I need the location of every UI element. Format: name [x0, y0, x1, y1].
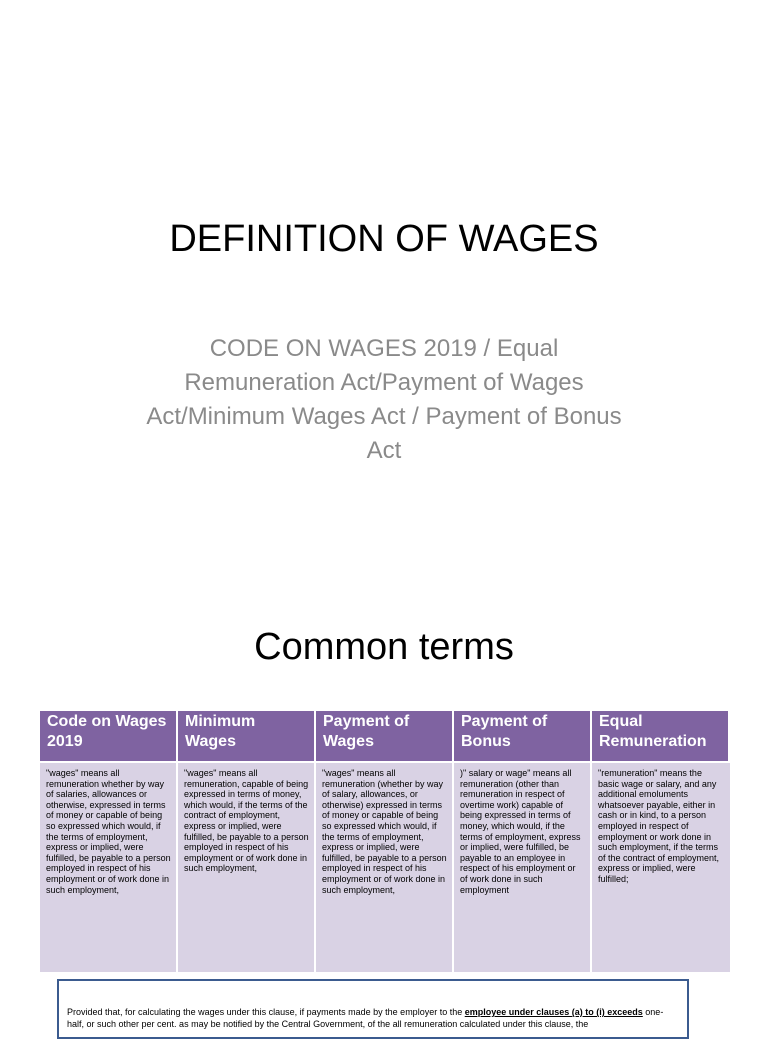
definition-code-on-wages: "wages" means all remuneration whether by way of salaries, allowances or otherwise, expressed in terms of money or capable of being so expressed which would, if the terms of employment, express or implied, were fulfilled, be payable to a person employed in respect of his employment or of work done in such employment,	[40, 763, 178, 972]
header-minimum-wages: Minimum Wages	[178, 711, 316, 763]
proviso-box	[57, 979, 689, 1039]
definition-equal-remuneration: "remuneration" means the basic wage or salary, and any additional emoluments whatsoever payable, either in cash or in kind, to a person employed in respect of employment or work done in such employment, if the terms of the contract of employment, express or implied, were fulfilled;	[592, 763, 730, 972]
slide-subtitle: CODE ON WAGES 2019 / Equal Remuneration Act/Payment of Wages Act/Minimum Wages Act / Payment of Bonus Act	[146, 335, 622, 464]
common-terms-title: Common terms	[254, 626, 514, 668]
header-payment-of-wages: Payment of Wages	[316, 711, 454, 763]
header-equal-remuneration: Equal Remuneration	[592, 711, 730, 763]
slide-title: DEFINITION OF WAGES	[169, 218, 599, 260]
proviso-tail: one-half, or such other per cent. as may be notified by the Central Government, of the all remuneration calculated under this clause, the	[67, 1007, 664, 1029]
proviso-emphasis: employee under clauses (a) to (i) exceeds	[464, 1007, 643, 1017]
proviso-lead: Provided that, for calculating the wages under this clause, if payments made by the employer to the	[67, 1007, 465, 1017]
common-terms-table	[40, 711, 730, 972]
definition-payment-of-bonus: )" salary or wage" means all remuneration (other than remuneration in respect of overtime work) capable of being expressed in terms of money, which would, if the terms of employment, express or implied, were fulfilled, be payable to an employee in respect of his employment or of work done in such employment	[454, 763, 592, 972]
definition-payment-of-wages: "wages" means all remuneration (whether by way of salary, allowances, or otherwise) expressed in terms of money or capable of being so expressed which would, if the terms of employment, express or implied, were fulfilled, be payable to a person employed in respect of his employment or of work done in such employment,	[316, 763, 454, 972]
header-payment-of-bonus: Payment of Bonus	[454, 711, 592, 763]
header-code-on-wages: Code on Wages 2019	[40, 711, 178, 763]
definition-minimum-wages: "wages" means all remuneration, capable of being expressed in terms of money, which would, if the terms of the contract of employment, express or implied, were fulfilled, be payable to a person employed in respect of his employment or of work done in such employment,	[178, 763, 316, 972]
